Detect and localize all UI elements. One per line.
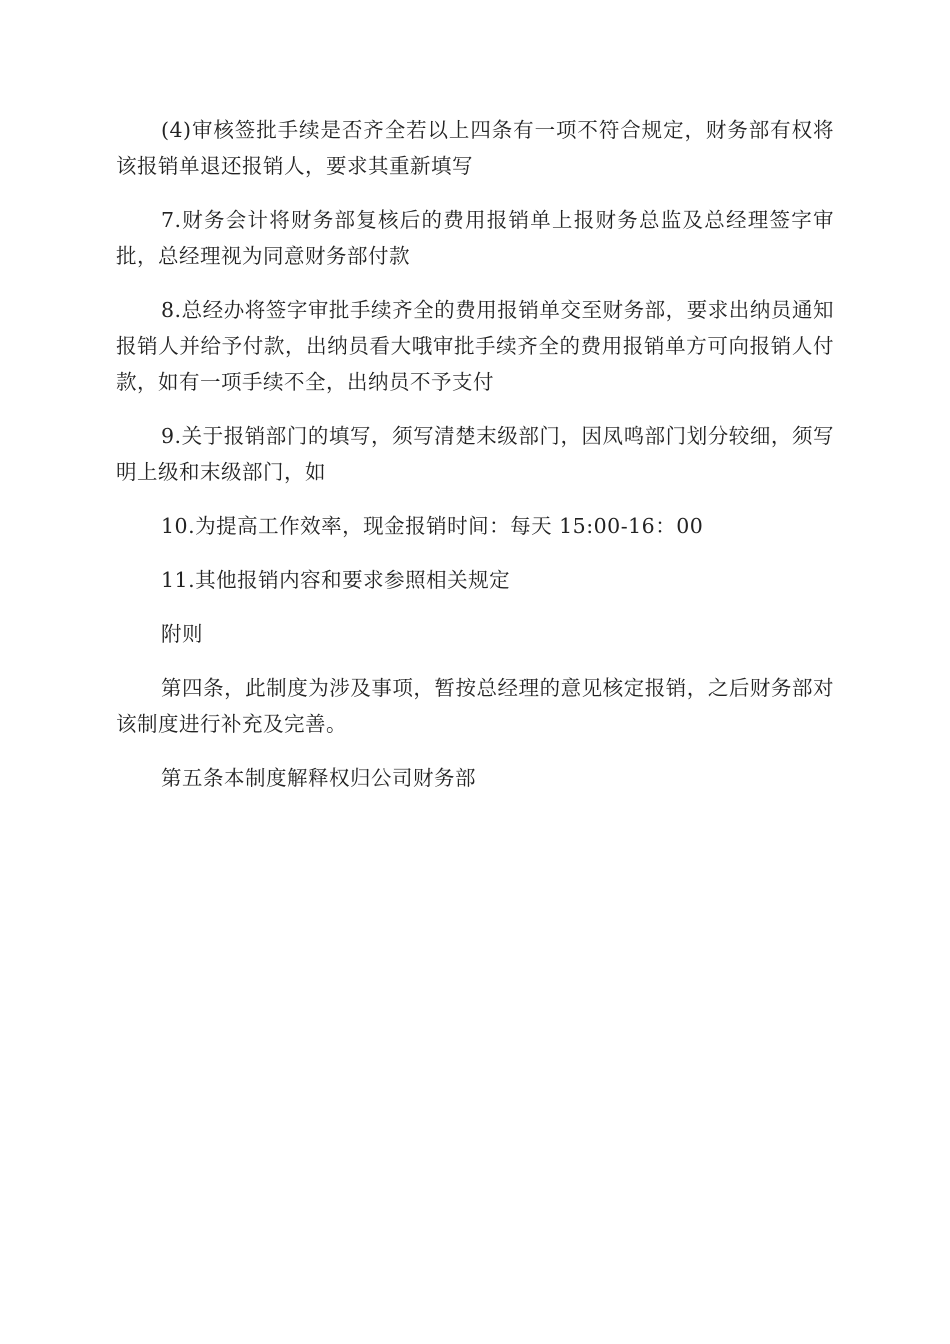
paragraph-item-4-approval-check: (4)审核签批手续是否齐全若以上四条有一项不符合规定，财务部有权将该报销单退还报销人，要求其重新填写 bbox=[116, 118, 834, 178]
paragraph-item-10: 10.为提高工作效率，现金报销时间：每天 15:00-16：00 bbox=[161, 514, 704, 538]
paragraph-article-5: 第五条本制度解释权归公司财务部 bbox=[161, 766, 476, 790]
paragraph-item-7: 7.财务会计将财务部复核后的费用报销单上报财务总监及总经理签字审批，总经理视为同意财务部付款 bbox=[116, 208, 834, 268]
document-body bbox=[116, 112, 834, 814]
paragraph-article-4: 第四条，此制度为涉及事项，暂按总经理的意见核定报销，之后财务部对该制度进行补充及完善。 bbox=[116, 676, 834, 736]
paragraph-item-9: 9.关于报销部门的填写，须写清楚末级部门，因凤鸣部门划分较细，须写明上级和末级部门，如 bbox=[116, 424, 834, 484]
paragraph-item-11: 11.其他报销内容和要求参照相关规定 bbox=[161, 568, 511, 592]
paragraph-item-8: 8.总经办将签字审批手续齐全的费用报销单交至财务部，要求出纳员通知报销人并给予付款，出纳员看大哦审批手续齐全的费用报销单方可向报销人付款，如有一项手续不全，出纳员不予支付 bbox=[116, 298, 834, 394]
section-heading-appendix: 附则 bbox=[161, 622, 203, 646]
